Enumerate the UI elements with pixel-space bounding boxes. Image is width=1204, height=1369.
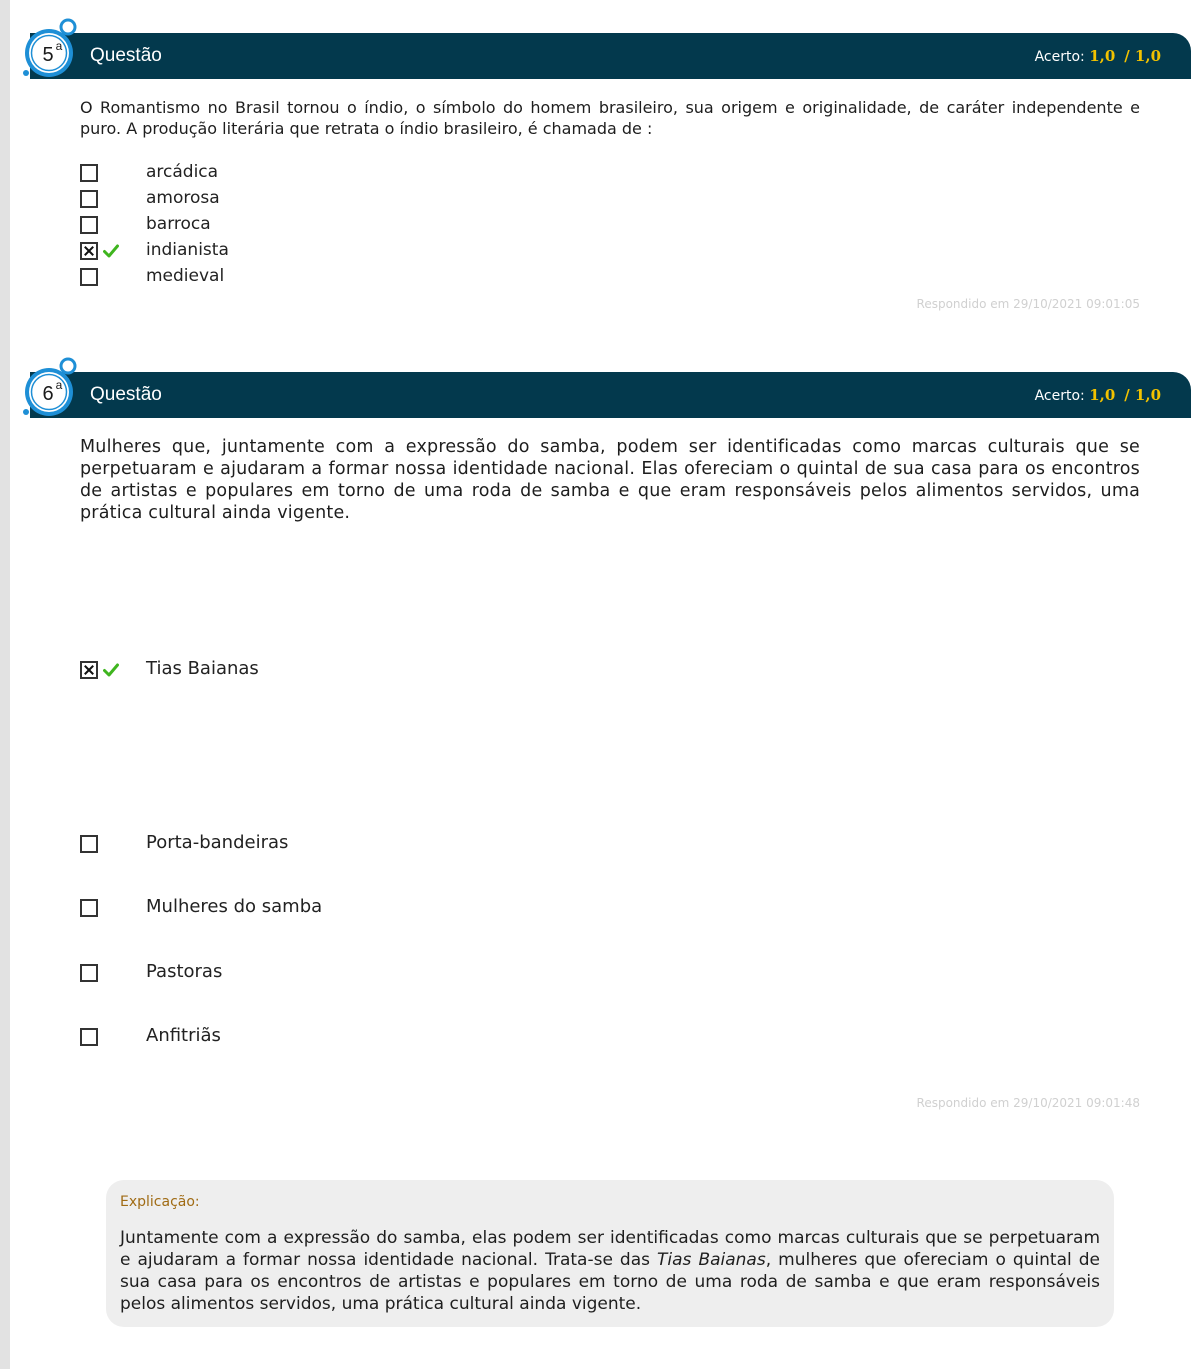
unchecked-box-icon[interactable] [80,1028,98,1046]
question-title: Questão [90,45,162,66]
checked-box-icon[interactable] [80,661,98,679]
unchecked-box-icon[interactable] [80,964,98,982]
question-text: O Romantismo no Brasil tornou o índio, o símbolo do homem brasileiro, sua origem e originalidade, de caráter independente e puro. A produção literária que retrata o índio brasileiro, é chamada de : [80,98,1140,138]
question-number: 5 [42,44,54,66]
question-number-badge [18,355,80,417]
score-max: / 1,0 [1124,386,1161,404]
score-label: Acerto: [1034,49,1085,65]
unchecked-box-icon[interactable] [80,899,98,917]
check-mark-icon [103,662,119,678]
unchecked-box-icon[interactable] [80,190,98,208]
checked-box-icon[interactable] [80,242,98,260]
question-5-header [30,33,1191,79]
option-label: Mulheres do samba [146,896,323,917]
option-label: barroca [146,214,211,234]
unchecked-box-icon[interactable] [80,268,98,286]
explanation-text-start: Juntamente com a expressão do samba, elas podem ser identificadas como marcas culturais que se perpetuaram e ajudaram a formar nossa identidade nacional. Trata-se das [120,1228,1100,1270]
question-number: 6 [42,383,54,405]
left-rail [0,0,10,1369]
score-label: Acerto: [1034,388,1085,404]
question-text: Mulheres que, juntamente com a expressão do samba, podem ser identificadas como marcas culturais que se perpetuaram e ajudaram a formar nossa identidade nacional. Elas ofereciam o quintal de sua casa para os encontros de artistas e populares em torno de uma roda de samba e que eram responsáveis pelos alimentos servidos, uma prática cultural ainda vigente. [80,437,1140,523]
question-number-badge [18,16,80,78]
answered-timestamp: Respondido em 29/10/2021 09:01:48 [916,1096,1140,1110]
explanation-box [106,1180,1114,1327]
question-ordinal: a [55,39,63,53]
explanation-text [120,1227,1100,1315]
option-label: Tias Baianas [146,658,259,679]
explanation-title: Explicação: [120,1194,200,1210]
option-label: indianista [146,240,229,260]
explanation-emphasis: Tias Baianas [657,1250,766,1270]
score-value: 1,0 [1089,386,1116,404]
question-title: Questão [90,384,162,405]
score-value: 1,0 [1089,47,1116,65]
score-max: / 1,0 [1124,47,1161,65]
option-label: Anfitriãs [146,1025,221,1046]
answered-timestamp: Respondido em 29/10/2021 09:01:05 [916,297,1140,311]
score [1035,47,1161,65]
option-label: amorosa [146,188,220,208]
question-6-header [30,372,1191,418]
score [1035,386,1161,404]
option-label: medieval [146,266,225,286]
unchecked-box-icon[interactable] [80,164,98,182]
option-label: Pastoras [146,961,223,982]
check-mark-icon [103,243,119,259]
option-label: Porta-bandeiras [146,832,289,853]
question-ordinal: a [55,378,63,392]
unchecked-box-icon[interactable] [80,835,98,853]
unchecked-box-icon[interactable] [80,216,98,234]
option-label: arcádica [146,162,219,182]
explanation-text-end: , mulheres que ofereciam o quintal de sua casa para os encontros de artistas e populares em torno de uma roda de samba e que eram responsáveis pelos alimentos servidos, uma prática cultural ainda vigente. [120,1250,1101,1314]
